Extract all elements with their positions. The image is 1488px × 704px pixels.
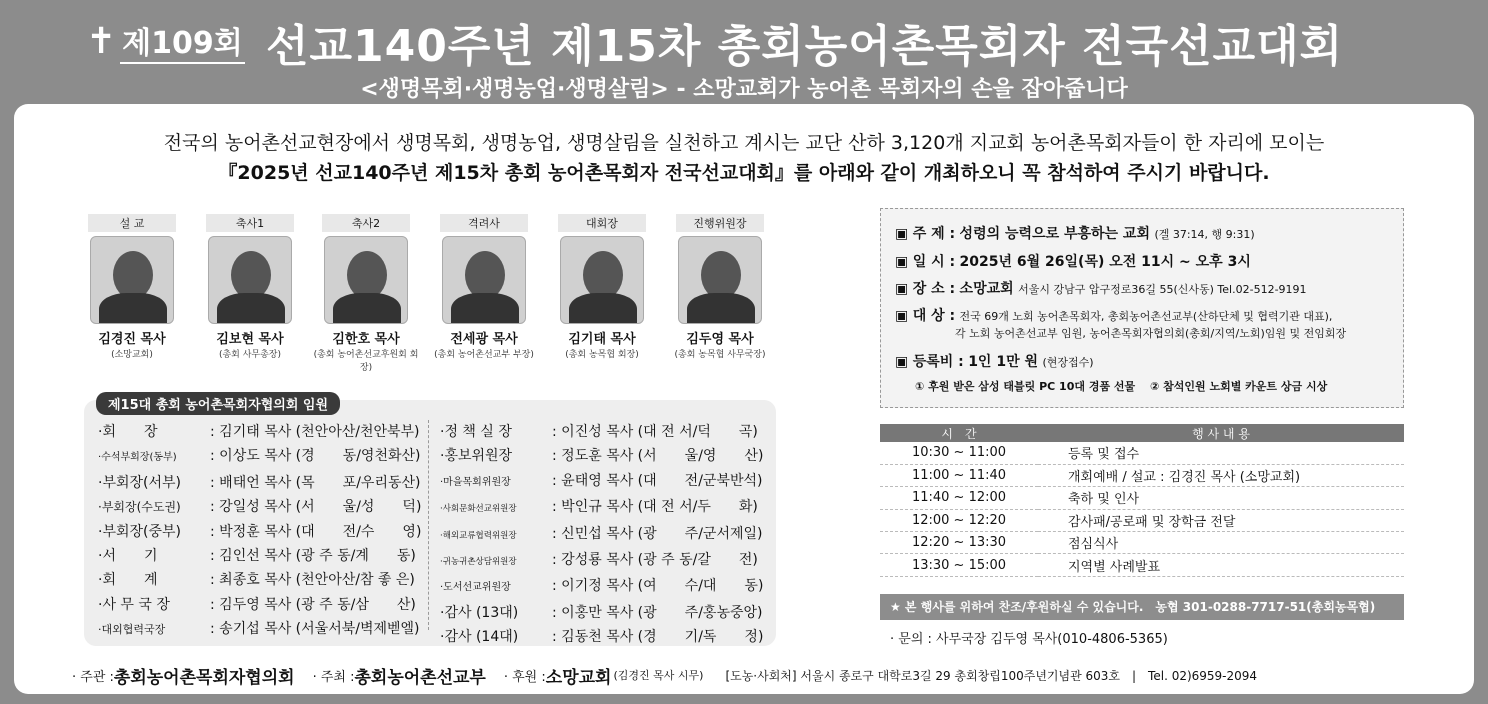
edition-badge: 제109회 (120, 18, 245, 64)
table-row (880, 532, 1404, 554)
schedule-event: 감사패/공로패 및 장학금 전달 (1038, 509, 1404, 531)
office-address: [도농·사회처] 서울시 종로구 대학로3길 29 총회창립100주년기념관 603호 | Tel. 02)6959-2094 (725, 668, 1258, 683)
officer-row (98, 593, 421, 617)
officer-person: : 송기섭 목사 (서울서북/벽제벧엘) (210, 621, 420, 638)
speaker-name: 김기태 목사 (568, 332, 636, 347)
theme-value: 성령의 능력으로 부흥하는 교회 (959, 226, 1150, 242)
schedule-header (880, 424, 1404, 442)
sponsor-name: 소망교회 (545, 667, 612, 688)
officer-row (98, 495, 421, 519)
schedule-time: 13:30 ~ 15:00 (880, 554, 1038, 576)
speaker-name: 김한호 목사 (332, 332, 400, 347)
officer-person: : 강일성 목사 (서 울/성 덕) (210, 499, 422, 516)
officer-role: ·도서선교위원장 (440, 582, 511, 594)
speaker-role: 진행위원장 (676, 214, 764, 232)
officer-row (440, 495, 763, 521)
officer-role: ·회 장 (98, 424, 158, 440)
speaker-affiliation: (총회 농어촌선교후원회 회장) (313, 350, 419, 373)
fee-label: 등록비 : (912, 354, 964, 370)
officer-row (98, 617, 421, 642)
officer-role: ·수석부회장(동부) (98, 452, 177, 464)
speaker-role: 축사1 (206, 214, 294, 232)
event-info-box (880, 208, 1404, 408)
sub-title: <생명목회·생명농업·생명살림> - 소망교회가 농어촌 목회자의 손을 잡아줍니다 (360, 77, 1128, 102)
fee-note: (현장접수) (1042, 356, 1094, 369)
officers-right-column (440, 420, 763, 650)
info-theme: ▣ 주 제 : 성령의 능력으로 부흥하는 교회 (겔 37:14, 행 9:31) (895, 226, 1255, 242)
speaker-role: 축사2 (322, 214, 410, 232)
date-value: 2025년 6월 26일(목) 오전 11시 ~ 오후 3시 (959, 254, 1251, 270)
date-label: 일 시 : (912, 254, 956, 270)
main-title: 선교140주년 제15차 총회농어촌목회자 전국선교대회 (266, 21, 1344, 72)
schedule-time: 10:30 ~ 11:00 (880, 442, 1038, 464)
officer-person: : 강성룡 목사 (광 주 동/갈 전) (552, 552, 758, 569)
speaker-role: 대회장 (558, 214, 646, 232)
officer-row (440, 574, 763, 600)
speaker-name: 김보현 목사 (216, 332, 284, 347)
officer-row (98, 420, 421, 444)
officer-person: : 이기정 목사 (여 수/대 동) (552, 578, 764, 595)
officer-role: ·감사 (14대) (440, 629, 519, 646)
officer-role: ·감사 (13대) (440, 604, 519, 621)
theme-ref: (겔 37:14, 행 9:31) (1154, 228, 1255, 241)
officer-role: ·사회문화선교위원장 (440, 504, 517, 515)
officer-person: : 이상도 목사 (경 동/영천화산) (210, 448, 421, 465)
officer-role: ·부회장(중부) (98, 523, 181, 540)
speaker-name: 김경진 목사 (98, 332, 166, 347)
officers-box (84, 400, 776, 646)
officer-person: : 윤태영 목사 (대 전/군북반석) (552, 472, 763, 489)
intro-text (14, 128, 1474, 188)
speaker-photo (678, 236, 762, 324)
officer-person: : 박정훈 목사 (대 전/수 영) (210, 523, 422, 540)
officer-person: : 김인선 목사 (광 주 동/계 동) (210, 548, 416, 565)
officer-person: : 정도훈 목사 (서 울/영 산) (552, 448, 764, 465)
officer-row (440, 601, 763, 625)
schedule-event: 점심식사 (1038, 532, 1404, 554)
cross-icon: ✝ (86, 20, 117, 62)
speaker-photo (560, 236, 644, 324)
officer-role: ·해외교류협력위원장 (440, 530, 517, 541)
speaker-photo (324, 236, 408, 324)
sponsor-label: · 후원 : (503, 669, 546, 685)
officer-row (440, 522, 763, 548)
intro-line-1: 전국의 농어촌선교현장에서 생명목회, 생명농업, 생명살림을 실천하고 계시는 교단 산하 3,120개 지교회 농어촌목회자들이 한 자리에 모이는 (163, 132, 1325, 154)
schedule-head-time: 시 간 (880, 424, 1038, 442)
officers-left-column (98, 420, 421, 643)
schedule-head-event: 행 사 내 용 (1038, 424, 1404, 442)
officer-role: ·회 계 (98, 572, 158, 589)
info-fee: ▣ 등록비 : 1인 1만 원 (현장접수) (895, 354, 1094, 370)
speaker-role: 격려사 (440, 214, 528, 232)
content-panel (14, 104, 1474, 694)
schedule-table (880, 424, 1404, 577)
officer-person: : 이홍만 목사 (광 주/홍농중앙) (552, 604, 763, 621)
speaker-card (546, 212, 658, 360)
place-address: 서울시 강남구 압구정로36길 55(신사동) Tel.02-512-9191 (1018, 283, 1307, 296)
info-date: ▣ 일 시 : 2025년 6월 26일(목) 오전 11시 ~ 오후 3시 (895, 254, 1251, 270)
intro-line-2: 『2025년 선교140주년 제15차 총회 농어촌목회자 전국선교대회』를 아래와 같이 개최하오니 꼭 참석하여 주시기 바랍니다. (218, 162, 1270, 184)
speaker-photo (442, 236, 526, 324)
footer (14, 662, 1474, 688)
theme-label: 주 제 : (912, 226, 956, 242)
target-line-1: 전국 69개 노회 농어촌목회자, 총회농어촌선교부(산하단체 및 협력기관 대표), (959, 310, 1333, 323)
officers-title: 제15대 총회 농어촌목회자협의회 임원 (96, 392, 340, 415)
speaker-photo (90, 236, 174, 324)
officer-role: ·부회장(서부) (98, 474, 181, 491)
schedule-event: 등록 및 접수 (1038, 442, 1404, 464)
organizer-label: · 주최 : (312, 669, 355, 685)
schedule-time: 11:00 ~ 11:40 (880, 464, 1038, 486)
officer-row (440, 469, 763, 495)
logo (86, 18, 245, 64)
speaker-role: 설 교 (88, 214, 176, 232)
officer-person: : 이진성 목사 (대 전 서/덕 곡) (552, 424, 758, 440)
schedule-time: 12:20 ~ 13:30 (880, 532, 1038, 554)
host-name: 총회농어촌목회자협의회 (113, 667, 295, 688)
officer-role: ·귀농귀촌상담위원장 (440, 557, 517, 568)
officer-person: : 신민섭 목사 (광 주/군서제일) (552, 525, 763, 542)
table-row (880, 464, 1404, 486)
officer-role: ·사 무 국 장 (98, 596, 170, 613)
table-row (880, 554, 1404, 576)
officer-row (440, 625, 763, 649)
speaker-card (194, 212, 306, 360)
speaker-affiliation: (총회 농목협 사무국장) (674, 350, 766, 360)
column-divider (428, 420, 429, 630)
officer-role: ·대외협력국장 (98, 623, 166, 637)
table-row (880, 509, 1404, 531)
speaker-card (428, 212, 540, 360)
speaker-card (76, 212, 188, 360)
header (0, 0, 1488, 104)
officer-role: ·마을목회위원장 (440, 476, 511, 488)
officer-person: : 김동천 목사 (경 기/독 정) (552, 629, 764, 646)
host-label: · 주관 : (72, 669, 114, 685)
officer-person: : 배태언 목사 (목 포/우리동산) (210, 474, 421, 491)
officer-person: : 박인규 목사 (대 전 서/두 화) (552, 499, 758, 516)
info-target: ▣ 대 상 : 전국 69개 노회 농어촌목회자, 총회농어촌선교부(산하단체 및 협력기관 대표), 각 노회 농어촌선교부 임원, 농어촌목회자협의회(총회/지역/노회)임원 및 전임회장 (895, 308, 1347, 340)
speaker-card (310, 212, 422, 373)
speaker-affiliation: (총회 사무총장) (218, 350, 282, 360)
schedule-time: 12:00 ~ 12:20 (880, 509, 1038, 531)
officer-role: ·홍보위원장 (440, 448, 513, 465)
fee-value: 1인 1만 원 (968, 354, 1038, 370)
speaker-affiliation: (소망교회) (111, 350, 153, 360)
inquiry-text: · 문의 : 사무국장 김두영 목사(010-4806-5365) (890, 632, 1168, 647)
gift-note: ① 후원 받은 삼성 태블릿 PC 10대 경품 선물 ② 참석인원 노회별 카운트 상금 시상 (915, 380, 1328, 393)
officer-row (440, 548, 763, 574)
target-label: 대 상 : (912, 308, 956, 324)
officer-role: ·정 책 실 장 (440, 424, 512, 440)
officer-person: : 김기태 목사 (천안아산/천안북부) (210, 424, 420, 440)
officer-row (98, 544, 421, 568)
schedule-event: 축하 및 인사 (1038, 487, 1404, 509)
officer-row (98, 471, 421, 495)
speaker-name: 김두영 목사 (686, 332, 754, 347)
speaker-affiliation: (총회 농목협 회장) (565, 350, 639, 360)
officer-role: ·부회장(수도권) (98, 500, 181, 515)
place-label: 장 소 : (912, 281, 956, 297)
officer-row (440, 444, 763, 468)
officer-role: ·서 기 (98, 548, 158, 565)
officer-row (98, 444, 421, 470)
speaker-affiliation: (총회 농어촌선교부 부장) (434, 350, 534, 360)
officer-person: : 김두영 목사 (광 주 동/삼 산) (210, 596, 416, 613)
info-place: ▣ 장 소 : 소망교회 서울시 강남구 압구정로36길 55(신사동) Tel.02-512-9191 (895, 281, 1307, 297)
schedule-event: 지역별 사례발표 (1038, 554, 1404, 576)
place-value: 소망교회 (959, 281, 1014, 297)
target-line-2: 각 노회 농어촌선교부 임원, 농어촌목회자협의회(총회/지역/노회)임원 및 전임회장 (955, 327, 1347, 340)
support-banner: ★ 본 행사를 위하여 찬조/후원하실 수 있습니다. 농협 301-0288-7717-51(총회농목협) (880, 594, 1404, 620)
sponsor-note: (김경진 목사 시무) (613, 669, 704, 682)
speaker-name: 전세광 목사 (450, 332, 518, 347)
officer-row (440, 420, 763, 444)
table-row (880, 442, 1404, 464)
officer-row (98, 520, 421, 544)
officer-person: : 최종호 목사 (천안아산/참 좋 은) (210, 572, 415, 589)
schedule-time: 11:40 ~ 12:00 (880, 487, 1038, 509)
organizer-name: 총회농어촌선교부 (354, 667, 486, 688)
schedule-event: 개회예배 / 설교 : 김경진 목사 (소망교회) (1038, 464, 1404, 486)
table-row (880, 487, 1404, 509)
speaker-photo (208, 236, 292, 324)
officer-row (98, 568, 421, 592)
speaker-card (664, 212, 776, 360)
